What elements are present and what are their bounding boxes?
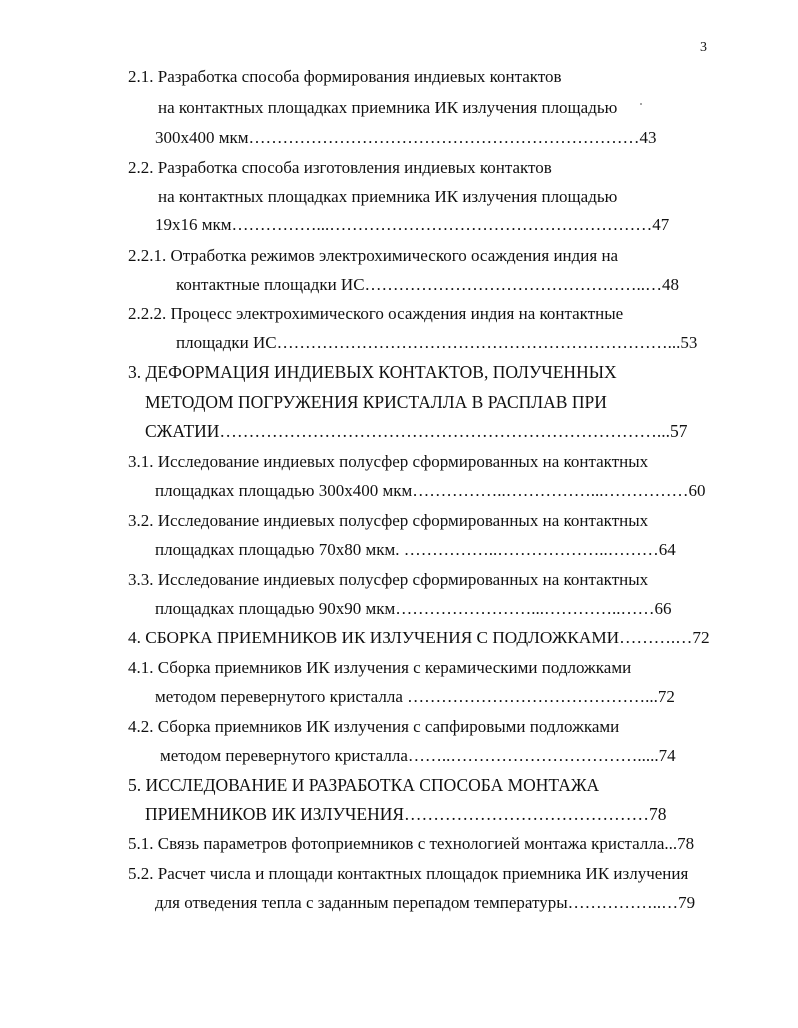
toc-line: 3.3. Исследование индиевых полусфер сформированных на контактных (128, 570, 649, 589)
toc-line: 4.2. Сборка приемников ИК излучения с сапфировыми подложками (128, 717, 620, 736)
toc-line: 19x16 мкм……………...…………………………………………………47 (155, 215, 670, 234)
toc-line: на контактных площадках приемника ИК излучения площадью (158, 187, 618, 206)
toc-line: СЖАТИИ…………………………………………………………………...57 (145, 421, 688, 441)
toc-line: 3. ДЕФОРМАЦИЯ ИНДИЕВЫХ КОНТАКТОВ, ПОЛУЧЕННЫХ (128, 362, 617, 382)
toc-line: для отведения тепла с заданным перепадом температуры……………..…79 (155, 893, 696, 912)
toc-line: 2.2.1. Отработка режимов электрохимического осаждения индия на (128, 246, 619, 265)
toc-line: методом перевернутого кристалла ……………………………………...72 (155, 687, 675, 706)
page-number: 3 (700, 40, 707, 55)
toc-line: методом перевернутого кристалла……..…………………………….....74 (160, 746, 676, 765)
toc-line: площадках площадью 70x80 мкм. ……………..………………..………64 (155, 540, 676, 559)
toc-line: МЕТОДОМ ПОГРУЖЕНИЯ КРИСТАЛЛА В РАСПЛАВ ПРИ (145, 392, 607, 412)
scan-speck (640, 103, 642, 105)
toc-line: 2.2.2. Процесс электрохимического осаждения индия на контактные (128, 304, 624, 323)
toc-line: 2.1. Разработка способа формирования индиевых контактов (128, 67, 562, 86)
toc-line: 5. ИССЛЕДОВАНИЕ И РАЗРАБОТКА СПОСОБА МОНТАЖА (128, 775, 600, 795)
toc-line: площадках площадью 300x400 мкм……………..……………...……………60 (155, 481, 706, 500)
toc-line: 2.2. Разработка способа изготовления индиевых контактов (128, 158, 552, 177)
toc-line: контактные площадки ИС…………………………………………..…48 (176, 275, 680, 294)
toc-line: 4.1. Сборка приемников ИК излучения с керамическими подложками (128, 658, 632, 677)
toc-line: площадки ИС……………………………………………………………...53 (176, 333, 698, 352)
toc-line: ПРИЕМНИКОВ ИК ИЗЛУЧЕНИЯ……………………………………78 (145, 804, 667, 824)
toc-line: 5.1. Связь параметров фотоприемников с технологией монтажа кристалла...78 (128, 834, 695, 853)
toc-line: 3.2. Исследование индиевых полусфер сформированных на контактных (128, 511, 649, 530)
toc-line: на контактных площадках приемника ИК излучения площадью (158, 98, 618, 117)
toc-line: 5.2. Расчет числа и площади контактных площадок приемника ИК излучения (128, 864, 689, 883)
toc-line: 300x400 мкм……………………………………………………………43 (155, 128, 657, 147)
toc-line: площадках площадью 90x90 мкм……………………...…………..……66 (155, 599, 672, 618)
toc-line: 3.1. Исследование индиевых полусфер сформированных на контактных (128, 452, 649, 471)
toc-line: 4. СБОРКА ПРИЕМНИКОВ ИК ИЗЛУЧЕНИЯ С ПОДЛОЖКАМИ……….…72 (128, 628, 710, 647)
